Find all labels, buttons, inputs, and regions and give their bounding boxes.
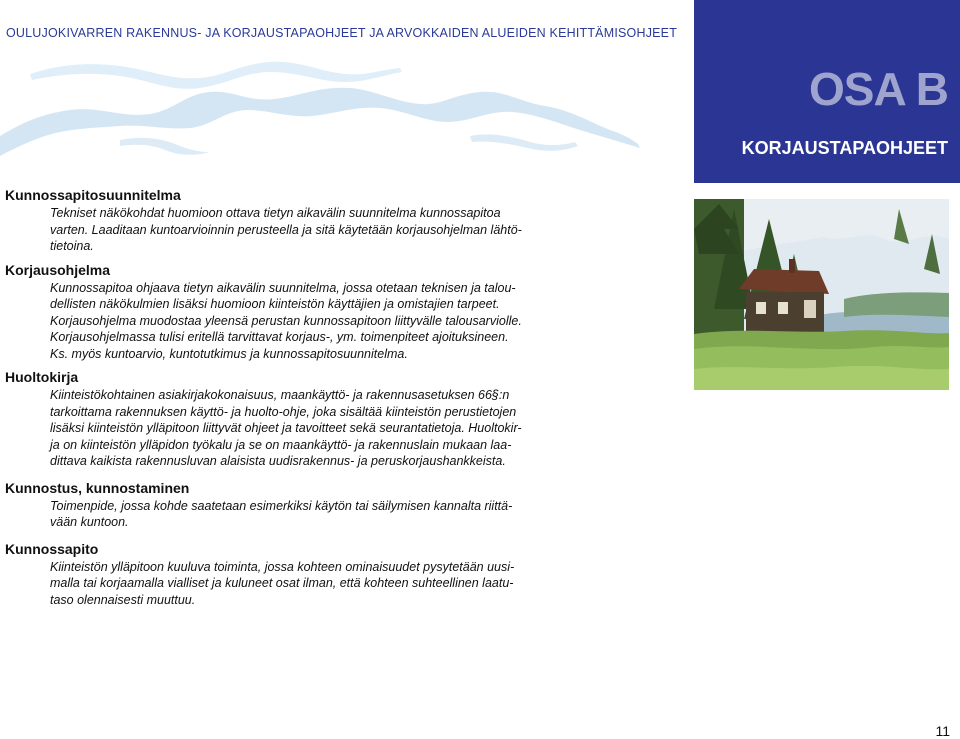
glossary-entry: [5, 540, 595, 609]
entry-definition: [50, 280, 595, 363]
entry-term: Kunnostus, kunnostaminen: [5, 479, 190, 496]
glossary-entry: [5, 479, 595, 531]
definition-line: Korjausohjelmassa tulisi eritellä tarvittavat korjaus-, ym. toimenpiteet ajoituksineen.: [50, 330, 509, 344]
definition-line: lisäksi kiinteistön ylläpitoon liittyvät ohjeet ja tavoitteet sekä seurantatietoja. Huoltokir-: [50, 421, 522, 435]
definition-line: taso olennaisesti muuttuu.: [50, 592, 196, 607]
definition-line: Ks. myös kuntoarvio, kuntotutkimus ja kunnossapitosuunnitelma.: [50, 346, 408, 361]
definition-line: dittava kaikista rakennusluvan alaisista uudisrakennus- ja peruskorjaushankkeista.: [50, 454, 506, 468]
entry-term: Kunnossapito: [5, 540, 99, 557]
definition-line: tietoina.: [50, 239, 94, 253]
definition-line: vään kuntoon.: [50, 515, 129, 529]
definition-line: ja on kiinteistön ylläpidon työkalu ja se on maankäyttö- ja rakennuslain mukaan laa-: [50, 437, 512, 452]
definition-line: tarkoittama rakennuksen käyttö- ja huolto-ohje, joka sisältää kiinteistön perustietojen: [50, 404, 517, 419]
entry-definition: [50, 559, 595, 609]
definition-line: dellisten näkökulmien lisäksi huomioon kiinteistön käyttäjien ja omistajien tarpeet.: [50, 297, 500, 311]
section-subtitle: KORJAUSTAPAOHJEET: [741, 138, 948, 158]
glossary-entry: [5, 261, 595, 363]
definition-line: Kiinteistökohtainen asiakirjakokonaisuus, maankäyttö- ja rakennusasetuksen 66§:n: [50, 388, 510, 402]
definition-line: malla tai korjaamalla vialliset ja kuluneet osat ilman, että kohteen suhteellinen laatu-: [50, 576, 514, 590]
entry-definition: [50, 498, 595, 531]
glossary-content: [5, 186, 595, 608]
entry-definition: [50, 387, 595, 470]
entry-term: Korjausohjelma: [5, 261, 111, 278]
document-header-title: OULUJOKIVARREN RAKENNUS- JA KORJAUSTAPAOHJEET JA ARVOKKAIDEN ALUEIDEN KEHITTÄMISOHJEET: [6, 26, 678, 40]
section-header-block: [694, 0, 960, 183]
definition-line: Kunnossapitoa ohjaava tietyn aikavälin suunnitelma, jossa otetaan teknisen ja talou-: [50, 280, 516, 295]
definition-line: Tekniset näkökohdat huomioon ottava tietyn aikavälin suunnitelma kunnossapitoa: [50, 206, 501, 220]
entry-term: Kunnossapitosuunnitelma: [5, 187, 181, 203]
definition-line: Kiinteistön ylläpitoon kuuluva toiminta, jossa kohteen ominaisuudet pysytetään uusi-: [50, 559, 515, 574]
page-number: 11: [935, 723, 950, 739]
definition-line: Toimenpide, jossa kohde saatetaan esimerkiksi käytön tai säilymisen kannalta riittä-: [50, 498, 513, 513]
entry-term: Huoltokirja: [5, 369, 79, 385]
section-label: OSA B: [809, 63, 948, 115]
glossary-entry: [5, 368, 595, 470]
entry-definition: [50, 205, 595, 255]
definition-line: Korjausohjelma muodostaa yleensä perustan kunnossapitoon liittyvälle talousarviolle.: [50, 313, 522, 328]
river-map-illustration: [0, 44, 640, 164]
cottage-photo: [694, 199, 949, 390]
glossary-entry: [5, 186, 595, 255]
definition-line: varten. Laaditaan kuntoarvioinnin perusteella ja sitä käytetään korjausohjelman lähtö-: [50, 222, 522, 237]
